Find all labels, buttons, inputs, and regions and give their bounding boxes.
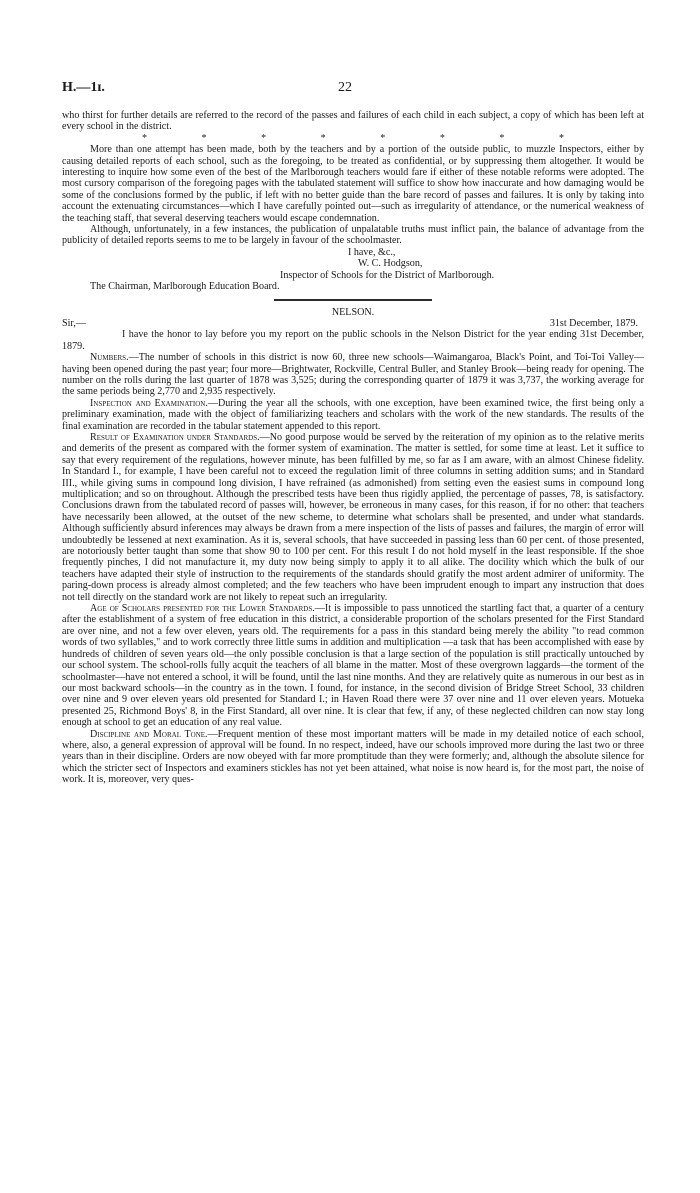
paragraph-text: —Frequent mention of these most important matters will be made in my detailed notice of each school, where, also, a general expression of approval will be found. In no respect, indeed, have our schools improved more during the last two or three years than in their discipline. Orders are now obeyed with far more promptitude than they were formerly; and, although the absolute silence for which the stricter sect of Inspectors and examiners stickles has not yet been attained, what noise is now heard is, for the most part, the noise of work. It is, moreover, very ques-	[62, 728, 644, 786]
paragraph-text: —No good purpose would be served by the reiteration of my opinion as to the relative merits and demerits of the present as compared with the former system of examination. The matter is settled, for some time at least. Let it suffice to say that every requirement of the regulations, however minute, has been fulfilled by me, so far as I am aware, with an almost Chinese fidelity. In Standard I., for example, I have been careful not to exceed the regulation limit of three columns in setting addition sums; and in Standard III., while giving sums in compound long division, I have refrained (as admonished) from setting even the easiest sums in compound long multiplication; and so on throughout. Although the prescribed tests have been thus rigidly applied, the percentage of passes, 78, is satisfactory. Conclusions drawn from the tabulated record of passes will, however, be erroneous in many cases, for this reason, if for no other: that teachers have necessarily been allowed, at the outset of the new scheme, to determine what scholars shall be presented, and under what standards. Although sufficiently absurd inferences may always be drawn from a mere inspection of the lists of passes and failures, the margin of error will undoubtedly be lessened at next examination. As it is, several schools, that have succeeded in passing less than 60 per cent. of those presented, are notoriously better taught than some that show 90 to 100 per cent. For this result I do not hold myself in the least responsible. If the shoe frequently pinches, I did not manufacture it, my duty now being simply to apply it to all alike. The docility which which the bulk of our teachers have adapted their style of instruction to the requirements of the standards should gratify the most ardent admirer of uniformity. The paring-down process is already almost completed; and the few teachers who have been imprudent enough to impart any instruction that does not tell directly on the standard work are not likely to repeat such an irregularity.	[62, 431, 645, 603]
paragraph-result	[62, 432, 644, 603]
paragraph: who thirst for further details are referred to the record of the passes and failures of each child in each subject, a copy of which has been left at every school in the district.	[62, 110, 644, 133]
paragraph: I have the honor to lay before you my report on the public schools in the Nelson District for the year ending 31st December, 1879.	[62, 329, 644, 352]
salutation: Sir,—	[62, 317, 86, 329]
paragraph-label: Discipline and Moral Tone.	[90, 728, 208, 740]
section-break-stars: * * * * * * * *	[141, 132, 565, 144]
marlborough-report-end	[62, 110, 644, 786]
paragraph-age	[62, 603, 644, 728]
paragraph-label: Result of Examination under Standards.	[90, 431, 260, 443]
paragraph-text: —During the year all the schools, with one exception, have been examined twice, the first being only a preliminary examination, made with the object of familiarizing teachers and scholars with the work of the new standards. The results of the final examination are recorded in the tabular statement appended to this report.	[62, 397, 644, 432]
paragraph-text: —The number of schools in this district is now 60, three new schools—Waimangaroa, Black's Point, and Toi-Toi Valley—having been opened during the past year; four more—Brightwater, Rockville, Central Buller, and Stanley Brook—being ready for opening. The number on the rolls during the last quarter of 1878 was 3,525; during the corresponding quarter of 1879 it was 3,737, the working average for the same periods being 2,770 and 2,935 respectively.	[62, 352, 644, 398]
page-number: 22	[338, 80, 352, 95]
paragraph-numbers	[62, 352, 644, 398]
signatory-name: W. C. Hodgson,	[358, 258, 423, 270]
paragraph-inspection	[62, 398, 644, 432]
paragraph-label: Inspection and Examination.	[90, 397, 208, 409]
letter-closing: I have, &c.,	[348, 246, 396, 258]
paragraph-label: Numbers.	[90, 352, 129, 364]
letter-date: 31st December, 1879.	[549, 317, 638, 329]
document-reference: H.—1ɪ.	[62, 80, 105, 95]
paragraph-discipline	[62, 729, 644, 786]
addressee: The Chairman, Marlborough Education Board.	[90, 281, 280, 293]
page-header	[62, 80, 644, 96]
section-divider	[274, 299, 432, 301]
paragraph: More than one attempt has been made, both by the teachers and by a portion of the outside public, to muzzle Inspectors, either by causing detailed reports of each school, such as the foregoing, to be treated as confidential, or by suppressing them altogether. It would be interesting to inquire how some even of the best of the Marlborough teachers would fare if either of these notable reforms were adopted. The most cursory comparison of the foregoing pages with the tabulated statement will suffice to show how inaccurate and how damaging would be some of the conclusions formed by the public, if left with no better guide than the bare record of passes and failures. It is only by taking into account the extenuating circumstances—which I have carefully pointed out—such as irregularity of attendance, or the numerical weakness of the teaching staff, that several deserving teachers would escape condemnation.	[62, 144, 644, 224]
signatory-title: Inspector of Schools for the District of Marlborough.	[280, 269, 495, 281]
paragraph-text: —It is impossible to pass unnoticed the startling fact that, a quarter of a century after the establishment of a system of free education in this district, a considerable proportion of the scholars presented for the First Standard are over nine, and not a few over eleven, years old. The requirements for a pass in this standard being merely the ability "to read common words of two syllables," and to work correctly three little sums in addition and multiplication —a task that has been accomplished with ease by hundreds of children of seven years old—the only possible conclusion is that a large section of the population is still practically untouched by our school system. The school-rolls fully acquit the teachers of all blame in the matter. Most of these overgrown laggards—the torment of the schoolmaster—have not entered a school, it will be found, until the last nine months. And they are relatively quite as numerous in our best as in our most backward schools—in the country as in the town. I found, for instance, in the second division of Bridge Street School, 33 children over nine and 9 over eleven years old presented for Standard I.; in Haven Road there were 37 over nine and 11 over eleven years. Motueka presented 25, Richmond Boys' 8, in the First Standard, all over nine. It is clear that few, if any, of these neglected children can now stay long enough at school to get an education of any real value.	[62, 603, 645, 729]
paragraph: Although, unfortunately, in a few instances, the publication of unpalatable truths must inflict pain, the balance of advantage from the publicity of detailed reports seems to me to be largely in favour of the schoolmaster.	[62, 224, 644, 247]
section-heading: NELSON.	[331, 306, 375, 318]
salutation-row	[62, 318, 644, 329]
paragraph-label: Age of Scholars presented for the Lower Standards.	[90, 603, 315, 615]
